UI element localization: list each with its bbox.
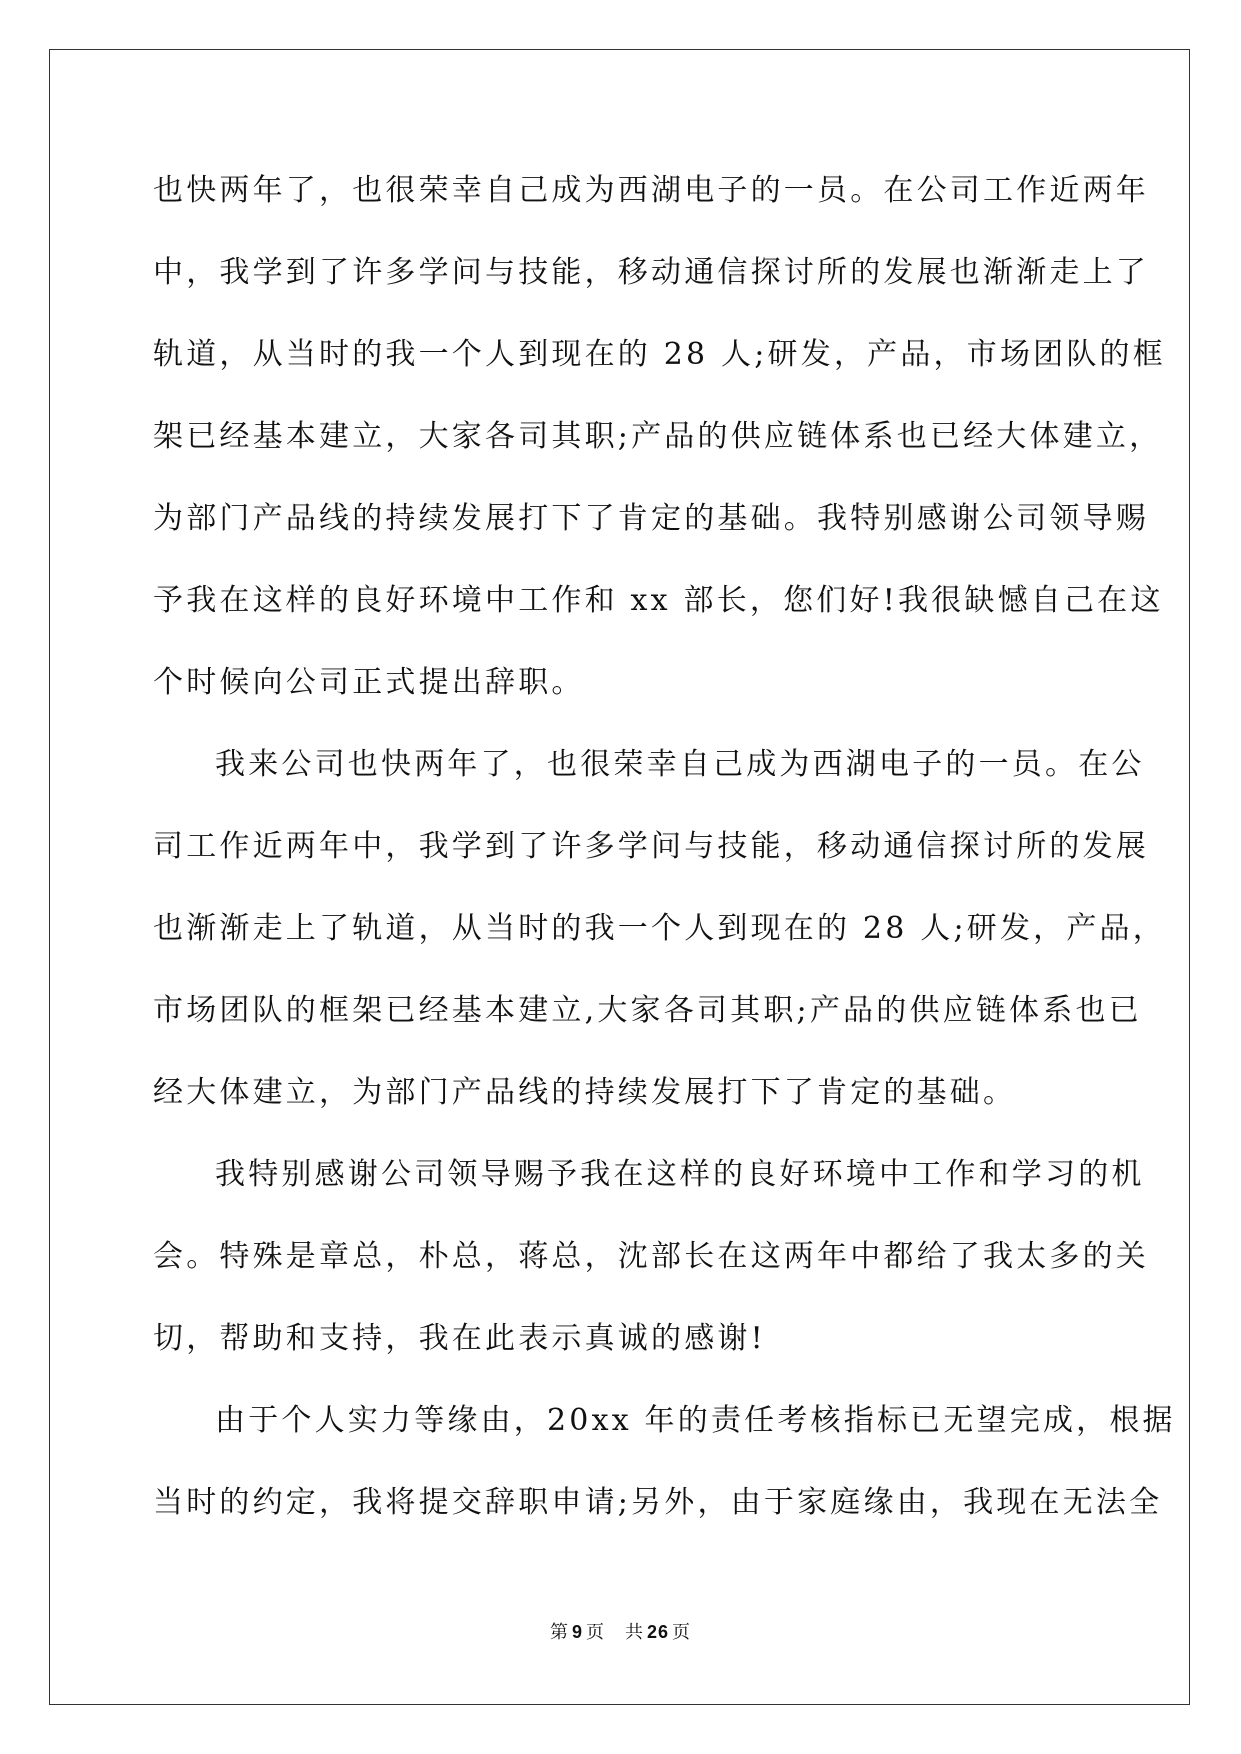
total-prefix: 共 xyxy=(624,1622,644,1643)
text-line-5: 为部门产品线的持续发展打下了肯定的基础。我特别感谢公司领导赐 xyxy=(153,501,1149,536)
text-line-12: 经大体建立，为部门产品线的持续发展打下了肯定的基础。 xyxy=(153,1075,1017,1110)
text-line-3: 轨道，从当时的我一个人到现在的 28 人;研发，产品，市场团队的框 xyxy=(153,337,1166,372)
text-line-9: 司工作近两年中，我学到了许多学问与技能，移动通信探讨所的发展 xyxy=(153,829,1149,864)
total-suffix: 页 xyxy=(672,1622,692,1643)
text-line-1: 也快两年了，也很荣幸自己成为西湖电子的一员。在公司工作近两年 xyxy=(153,173,1149,208)
text-line-13: 我特别感谢公司领导赐予我在这样的良好环境中工作和学习的机 xyxy=(215,1157,1145,1192)
document-body xyxy=(153,150,1176,1544)
text-line-8: 我来公司也快两年了，也很荣幸自己成为西湖电子的一员。在公 xyxy=(215,747,1145,782)
page-suffix: 页 xyxy=(585,1622,605,1643)
text-line-4: 架已经基本建立，大家各司其职;产品的供应链体系也已经大体建立， xyxy=(153,419,1163,454)
text-line-16: 由于个人实力等缘由，20xx 年的责任考核指标已无望完成，根据 xyxy=(215,1403,1176,1438)
page-prefix: 第 xyxy=(549,1622,569,1643)
text-line-15: 切，帮助和支持，我在此表示真诚的感谢! xyxy=(153,1321,766,1356)
total-pages: 26 xyxy=(646,1622,670,1642)
text-line-17: 当时的约定，我将提交辞职申请;另外，由于家庭缘由，我现在无法全 xyxy=(153,1485,1163,1520)
text-line-6: 予我在这样的良好环境中工作和 xx 部长，您们好!我很缺憾自己在这 xyxy=(153,583,1164,618)
page-number: 9 xyxy=(571,1622,583,1642)
page-footer xyxy=(0,1620,1241,1645)
text-line-14: 会。特殊是章总，朴总，蒋总，沈部长在这两年中都给了我太多的关 xyxy=(153,1239,1149,1274)
text-line-2: 中，我学到了许多学问与技能，移动通信探讨所的发展也渐渐走上了 xyxy=(153,255,1149,290)
text-line-11: 市场团队的框架已经基本建立,大家各司其职;产品的供应链体系也已 xyxy=(153,993,1142,1028)
text-line-10: 也渐渐走上了轨道，从当时的我一个人到现在的 28 人;研发，产品， xyxy=(153,911,1166,946)
text-line-7: 个时候向公司正式提出辞职。 xyxy=(153,665,585,700)
